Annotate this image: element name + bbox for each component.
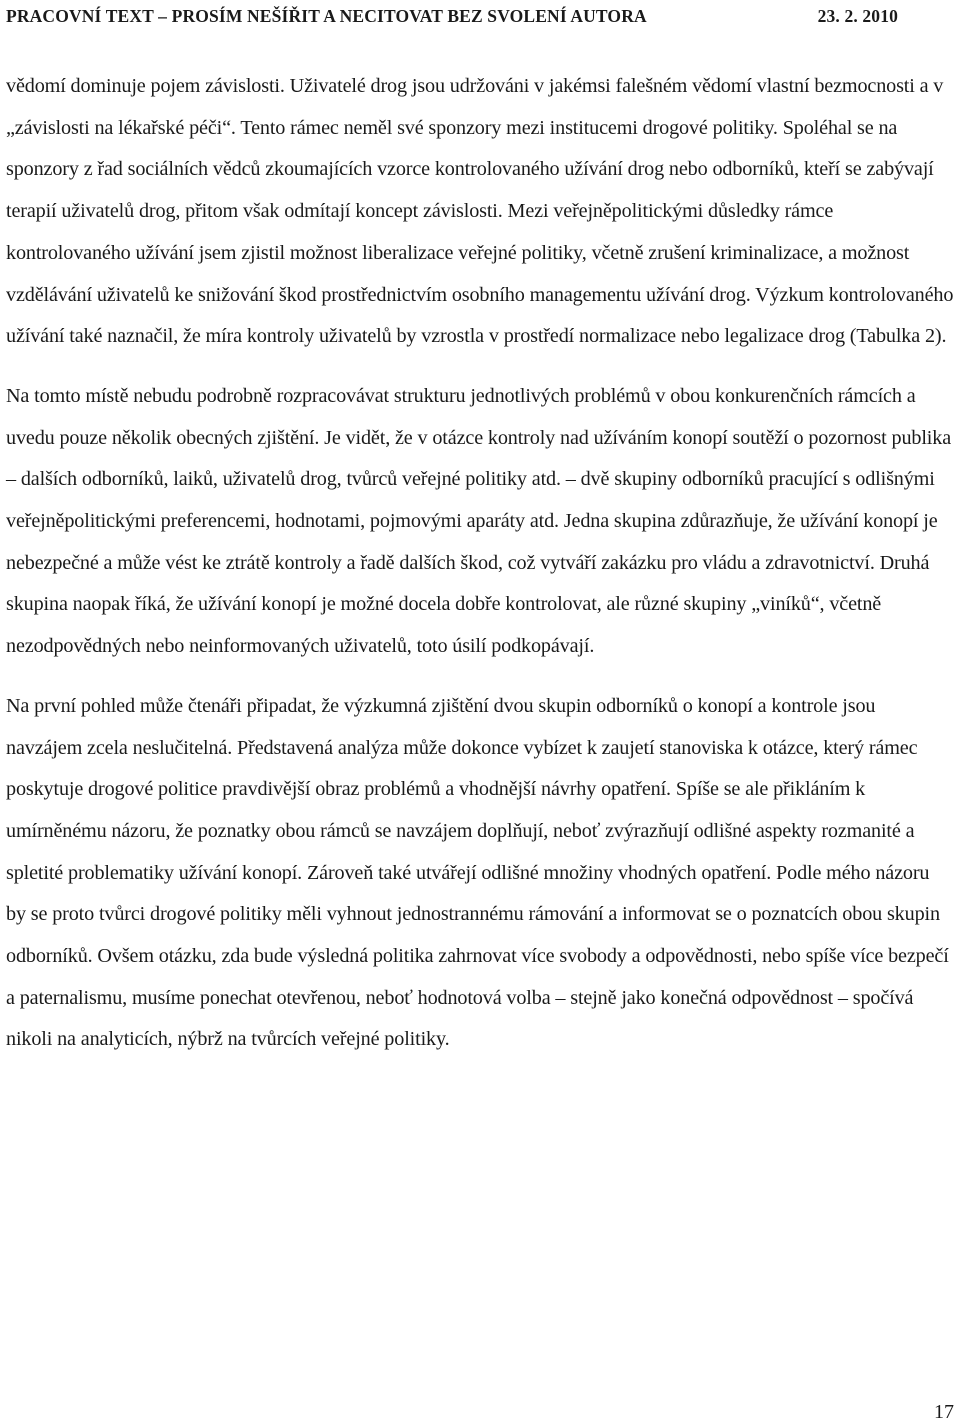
header-date: 23. 2. 2010 [817, 6, 898, 26]
header-title: PRACOVNÍ TEXT – PROSÍM NEŠÍŘIT A NECITOVAT BEZ SVOLENÍ AUTORA [6, 6, 647, 26]
document-body [6, 66, 954, 1061]
running-header [6, 4, 954, 28]
body-paragraph: Na první pohled může čtenáři připadat, že výzkumná zjištění dvou skupin odborníků o konopí a kontrole jsou navzájem zcela neslučitelná. Představená analýza může dokonce vybízet k zaujetí stanoviska k otázce, který rámec poskytuje drogové politice pravdivější obraz problémů a vhodnější návrhy opatření. Spíše se ale přikláním k umírněnému názoru, že poznatky obou rámců se navzájem doplňují, neboť zvýrazňují odlišné aspekty rozmanité a spletité problematiky užívání konopí. Zároveň také utvářejí odlišné množiny vhodných opatření. Podle mého názoru by se proto tvůrci drogové politiky měli vyhnout jednostrannému rámování a informovat se o poznatcích obou skupin odborníků. Ovšem otázku, zda bude výsledná politika zahrnovat více svobody a odpovědnosti, nebo spíše více bezpečí a paternalismu, musíme ponechat otevřenou, neboť hodnotová volba – stejně jako konečná odpovědnost – spočívá nikoli na analyticích, nýbrž na tvůrcích veřejné politiky. [6, 694, 949, 1051]
page-number: 17 [934, 1401, 954, 1423]
body-paragraph: Na tomto místě nebudu podrobně rozpracovávat strukturu jednotlivých problémů v obou konkurenčních rámcích a uvedu pouze několik obecných zjištění. Je vidět, že v otázce kontroly nad užíváním konopí soutěží o pozornost publika – dalších odborníků, laiků, uživatelů drog, tvůrců veřejné politiky atd. – dvě skupiny odborníků pracující s odlišnými veřejněpolitickými preferencemi, hodnotami, pojmovými aparáty atd. Jedna skupina zdůrazňuje, že užívání konopí je nebezpečné a může vést ke ztrátě kontroly a řadě dalších škod, což vytváří zakázku pro vládu a zdravotnictví. Druhá skupina naopak říká, že užívání konopí je možné docela dobře kontrolovat, ale různé skupiny „viníků“, včetně nezodpovědných nebo neinformovaných uživatelů, toto úsilí podkopávají. [6, 384, 952, 658]
body-paragraph: vědomí dominuje pojem závislosti. Uživatelé drog jsou udržováni v jakémsi falešném vědomí vlastní bezmocnosti a v „závislosti na lékařské péči“. Tento rámec neměl své sponzory mezi institucemi drogové politiky. Spoléhal se na sponzory z řad sociálních vědců zkoumajících vzorce kontrolovaného užívání drog nebo odborníků, kteří se zabývají terapií uživatelů drog, přitom však odmítají koncept závislosti. Mezi veřejněpolitickými důsledky rámce kontrolovaného užívání jsem zjistil možnost liberalizace veřejné politiky, včetně zrušení kriminalizace, a možnost vzdělávání uživatelů ke snižování škod prostřednictvím osobního managementu užívání drog. Výzkum kontrolovaného užívání také naznačil, že míra kontroly uživatelů by vzrostla v prostředí normalizace nebo legalizace drog (Tabulka 2). [6, 75, 954, 348]
